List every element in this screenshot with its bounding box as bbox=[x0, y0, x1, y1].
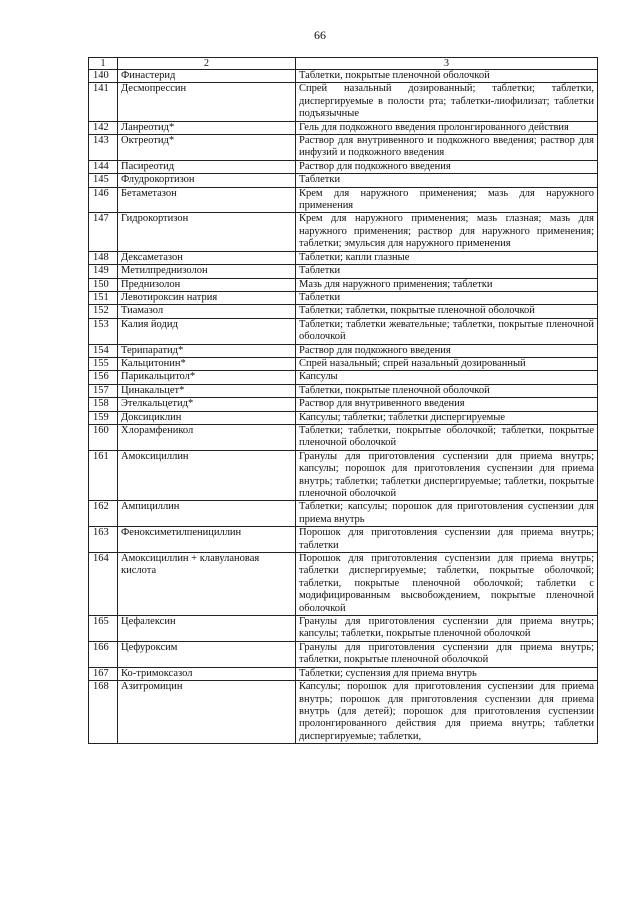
table-row bbox=[89, 681, 598, 744]
row-number-cell: 153 bbox=[89, 318, 118, 344]
table-row bbox=[89, 187, 598, 213]
drug-name-cell: Десмопрессин bbox=[118, 83, 296, 121]
dosage-form-cell: Таблетки; капсулы; порошок для приготовления суспензии для приема внутрь bbox=[296, 501, 598, 527]
row-number-cell: 158 bbox=[89, 398, 118, 411]
dosage-form-cell: Таблетки, покрытые пленочной оболочкой bbox=[296, 70, 598, 83]
table-row bbox=[89, 616, 598, 642]
drug-name-cell: Феноксиметилпенициллин bbox=[118, 527, 296, 553]
dosage-form-cell: Раствор для подкожного введения bbox=[296, 160, 598, 173]
drug-name-cell: Финастерид bbox=[118, 70, 296, 83]
medicines-table bbox=[88, 57, 598, 744]
drug-name-cell: Амоксициллин + клавулановая кислота bbox=[118, 553, 296, 616]
row-number-cell: 151 bbox=[89, 291, 118, 304]
header-cell-name: 2 bbox=[118, 58, 296, 70]
drug-name-cell: Преднизолон bbox=[118, 278, 296, 291]
dosage-form-cell: Спрей назальный; спрей назальный дозированный bbox=[296, 357, 598, 370]
drug-name-cell: Ко-тримоксазол bbox=[118, 667, 296, 680]
drug-name-cell: Метилпреднизолон bbox=[118, 265, 296, 278]
drug-name-cell: Тиамазол bbox=[118, 305, 296, 318]
table-row bbox=[89, 213, 598, 251]
drug-name-cell: Цинакальцет* bbox=[118, 384, 296, 397]
dosage-form-cell: Порошок для приготовления суспензии для приема внутрь; таблетки bbox=[296, 527, 598, 553]
dosage-form-cell: Капсулы bbox=[296, 371, 598, 384]
row-number-cell: 166 bbox=[89, 641, 118, 667]
dosage-form-cell: Мазь для наружного применения; таблетки bbox=[296, 278, 598, 291]
row-number-cell: 168 bbox=[89, 681, 118, 744]
table-row bbox=[89, 641, 598, 667]
table-row bbox=[89, 424, 598, 450]
dosage-form-cell: Гранулы для приготовления суспензии для приема внутрь; капсулы; таблетки, покрытые пленочной оболочкой bbox=[296, 616, 598, 642]
table-row bbox=[89, 278, 598, 291]
table-row bbox=[89, 251, 598, 264]
drug-name-cell: Амоксициллин bbox=[118, 450, 296, 501]
dosage-form-cell: Таблетки; капли глазные bbox=[296, 251, 598, 264]
drug-name-cell: Цефуроксим bbox=[118, 641, 296, 667]
row-number-cell: 149 bbox=[89, 265, 118, 278]
row-number-cell: 140 bbox=[89, 70, 118, 83]
row-number-cell: 161 bbox=[89, 450, 118, 501]
dosage-form-cell: Спрей назальный дозированный; таблетки; таблетки, диспергируемые в полости рта; таблетки-лиофилизат; таблетки подъязычные bbox=[296, 83, 598, 121]
row-number-cell: 160 bbox=[89, 424, 118, 450]
drug-name-cell: Октреотид* bbox=[118, 135, 296, 161]
table-row bbox=[89, 357, 598, 370]
dosage-form-cell: Раствор для внутривенного введения bbox=[296, 398, 598, 411]
drug-name-cell: Бетаметазон bbox=[118, 187, 296, 213]
row-number-cell: 159 bbox=[89, 411, 118, 424]
drug-name-cell: Этелкальцетид* bbox=[118, 398, 296, 411]
row-number-cell: 147 bbox=[89, 213, 118, 251]
dosage-form-cell: Таблетки; таблетки, покрытые пленочной оболочкой bbox=[296, 305, 598, 318]
row-number-cell: 165 bbox=[89, 616, 118, 642]
dosage-form-cell: Гранулы для приготовления суспензии для приема внутрь; таблетки, покрытые пленочной оболочкой bbox=[296, 641, 598, 667]
row-number-cell: 150 bbox=[89, 278, 118, 291]
dosage-form-cell: Порошок для приготовления суспензии для приема внутрь; таблетки диспергируемые; таблетки, покрытые оболочкой; таблетки, покрытые пленочной оболочкой; таблетки с модифицированным высвобождением, покрытые пленочной оболочкой bbox=[296, 553, 598, 616]
row-number-cell: 144 bbox=[89, 160, 118, 173]
table-header-row bbox=[89, 58, 598, 70]
table-row bbox=[89, 344, 598, 357]
table-row bbox=[89, 667, 598, 680]
dosage-form-cell: Гранулы для приготовления суспензии для приема внутрь; капсулы; порошок для приготовления суспензии для приема внутрь; таблетки; таблетки диспергируемые; таблетки, покрытые пленочной оболочкой bbox=[296, 450, 598, 501]
drug-name-cell: Ампициллин bbox=[118, 501, 296, 527]
row-number-cell: 142 bbox=[89, 121, 118, 134]
table-row bbox=[89, 265, 598, 278]
row-number-cell: 167 bbox=[89, 667, 118, 680]
table-row bbox=[89, 305, 598, 318]
table-row bbox=[89, 501, 598, 527]
dosage-form-cell: Таблетки bbox=[296, 265, 598, 278]
table-row bbox=[89, 160, 598, 173]
page-number: 66 bbox=[314, 28, 326, 42]
row-number-cell: 162 bbox=[89, 501, 118, 527]
drug-name-cell: Хлорамфеникол bbox=[118, 424, 296, 450]
dosage-form-cell: Таблетки bbox=[296, 174, 598, 187]
table-row bbox=[89, 83, 598, 121]
dosage-form-cell: Таблетки; таблетки, покрытые оболочкой; таблетки, покрытые пленочной оболочкой bbox=[296, 424, 598, 450]
table-row bbox=[89, 398, 598, 411]
header-cell-form: 3 bbox=[296, 58, 598, 70]
dosage-form-cell: Раствор для подкожного введения bbox=[296, 344, 598, 357]
dosage-form-cell: Таблетки; суспензия для приема внутрь bbox=[296, 667, 598, 680]
table-row bbox=[89, 135, 598, 161]
row-number-cell: 152 bbox=[89, 305, 118, 318]
dosage-form-cell: Крем для наружного применения; мазь глазная; мазь для наружного применения; раствор для наружного применения; таблетки; эмульсия для наружного применения bbox=[296, 213, 598, 251]
drug-name-cell: Пасиреотид bbox=[118, 160, 296, 173]
drug-name-cell: Левотироксин натрия bbox=[118, 291, 296, 304]
dosage-form-cell: Крем для наружного применения; мазь для наружного применения bbox=[296, 187, 598, 213]
row-number-cell: 141 bbox=[89, 83, 118, 121]
drug-name-cell: Азитромицин bbox=[118, 681, 296, 744]
drug-name-cell: Парикальцитол* bbox=[118, 371, 296, 384]
table-row bbox=[89, 384, 598, 397]
table-row bbox=[89, 450, 598, 501]
row-number-cell: 155 bbox=[89, 357, 118, 370]
drug-name-cell: Дексаметазон bbox=[118, 251, 296, 264]
dosage-form-cell: Капсулы; порошок для приготовления суспензии для приема внутрь; порошок для приготовления суспензии для приема внутрь (для детей); порошок для приготовления суспензии пролонгированного действия для приема внутрь; таблетки диспергируемые; таблетки, bbox=[296, 681, 598, 744]
drug-name-cell: Цефалексин bbox=[118, 616, 296, 642]
drug-name-cell: Гидрокортизон bbox=[118, 213, 296, 251]
table-row bbox=[89, 318, 598, 344]
table-row bbox=[89, 70, 598, 83]
table-row bbox=[89, 121, 598, 134]
row-number-cell: 154 bbox=[89, 344, 118, 357]
drug-name-cell: Ланреотид* bbox=[118, 121, 296, 134]
header-cell-num: 1 bbox=[89, 58, 118, 70]
row-number-cell: 163 bbox=[89, 527, 118, 553]
dosage-form-cell: Раствор для внутривенного и подкожного введения; раствор для инфузий и подкожного введения bbox=[296, 135, 598, 161]
table-row bbox=[89, 174, 598, 187]
row-number-cell: 146 bbox=[89, 187, 118, 213]
table-row bbox=[89, 371, 598, 384]
dosage-form-cell: Гель для подкожного введения пролонгированного действия bbox=[296, 121, 598, 134]
dosage-form-cell: Капсулы; таблетки; таблетки диспергируемые bbox=[296, 411, 598, 424]
dosage-form-cell: Таблетки, покрытые пленочной оболочкой bbox=[296, 384, 598, 397]
row-number-cell: 143 bbox=[89, 135, 118, 161]
row-number-cell: 157 bbox=[89, 384, 118, 397]
table-row bbox=[89, 411, 598, 424]
dosage-form-cell: Таблетки; таблетки жевательные; таблетки, покрытые пленочной оболочкой bbox=[296, 318, 598, 344]
table-row bbox=[89, 291, 598, 304]
drug-name-cell: Кальцитонин* bbox=[118, 357, 296, 370]
row-number-cell: 145 bbox=[89, 174, 118, 187]
drug-name-cell: Терипаратид* bbox=[118, 344, 296, 357]
drug-name-cell: Флудрокортизон bbox=[118, 174, 296, 187]
drug-name-cell: Калия йодид bbox=[118, 318, 296, 344]
table-body bbox=[89, 58, 598, 744]
dosage-form-cell: Таблетки bbox=[296, 291, 598, 304]
row-number-cell: 148 bbox=[89, 251, 118, 264]
row-number-cell: 164 bbox=[89, 553, 118, 616]
row-number-cell: 156 bbox=[89, 371, 118, 384]
drug-name-cell: Доксициклин bbox=[118, 411, 296, 424]
table-row bbox=[89, 527, 598, 553]
table-row bbox=[89, 553, 598, 616]
